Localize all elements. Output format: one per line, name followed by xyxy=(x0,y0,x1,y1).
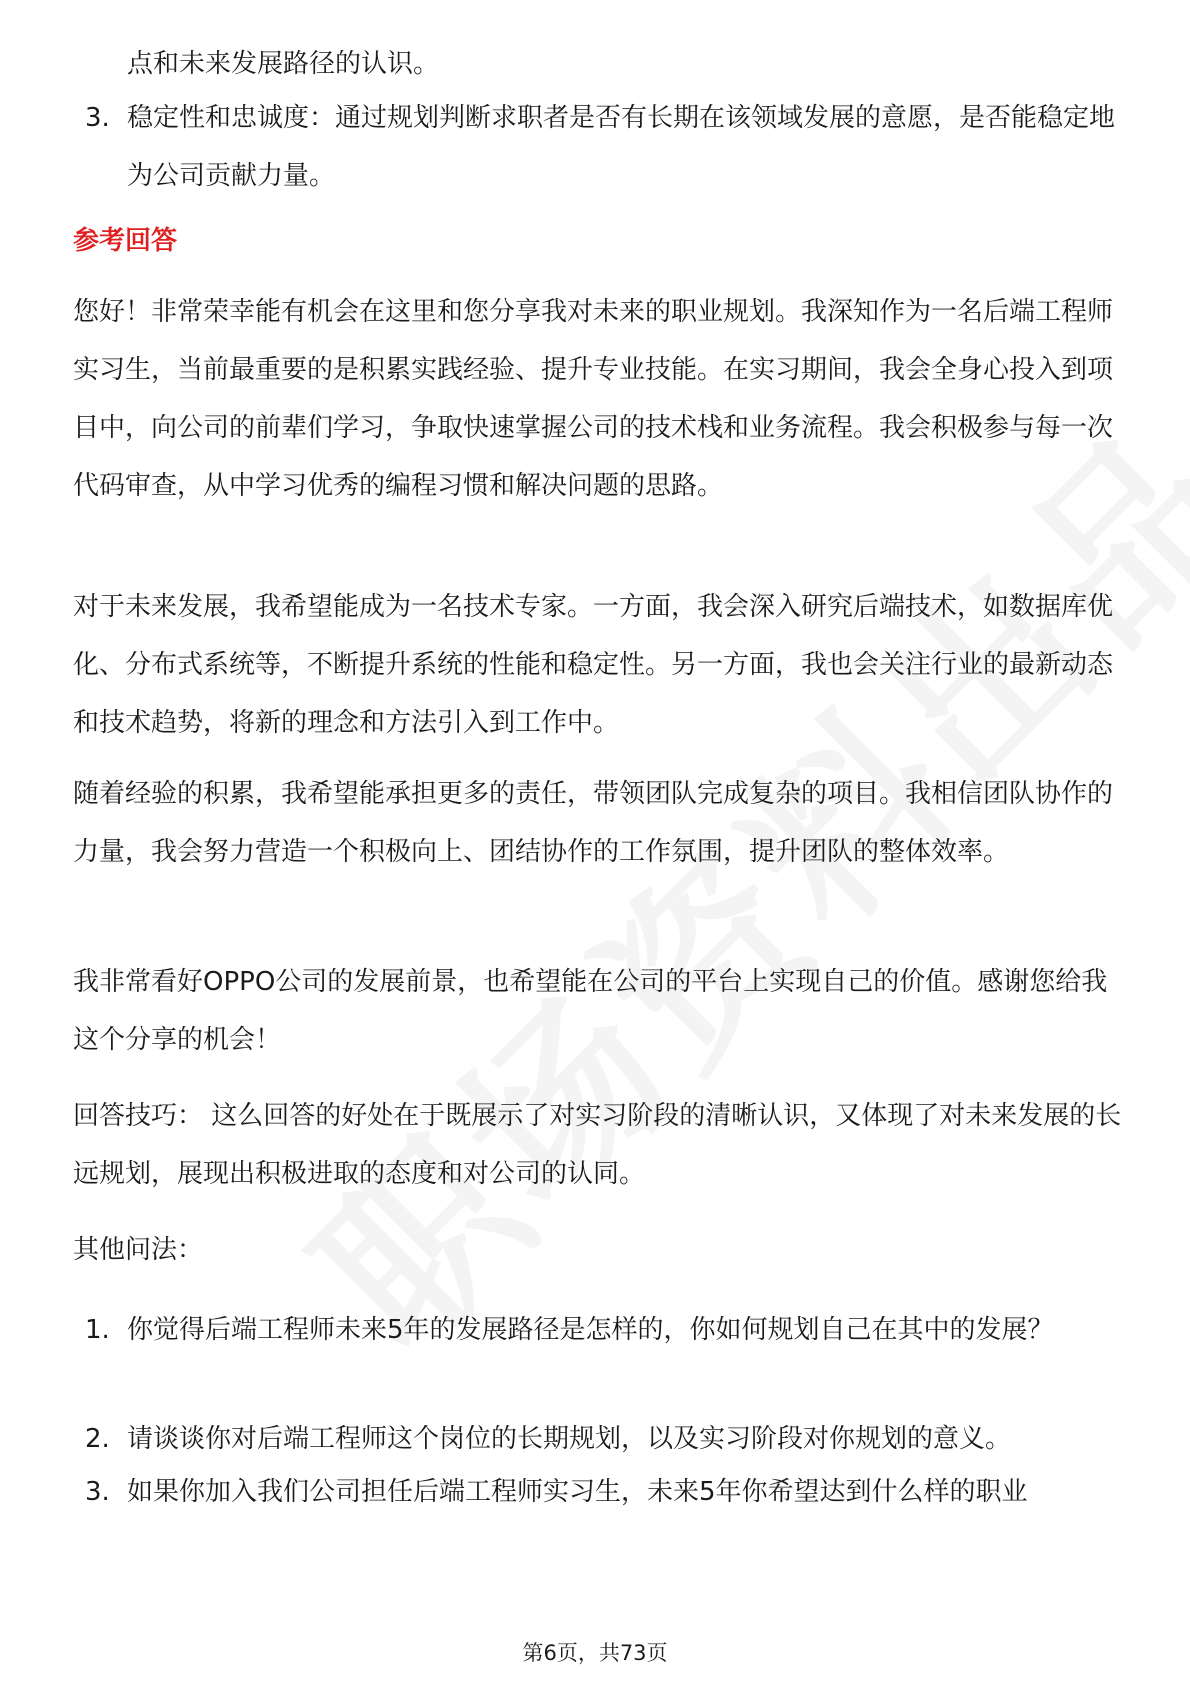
list-text: 如果你加入我们公司担任后端工程师实习生，未来5年你希望达到什么样的职业 xyxy=(127,1477,1028,1507)
list-text: 稳定性和忠诚度：通过规划判断求职者是否有长期在该领域发展的意愿，是否能稳定地为公司贡献力量。 xyxy=(127,103,1116,191)
answer-paragraph: 我非常看好OPPO公司的发展前景，也希望能在公司的平台上实现自己的价值。感谢您给我这个分享的机会！ xyxy=(73,967,1108,1055)
list-number: 2. xyxy=(85,1424,110,1454)
list-text: 你觉得后端工程师未来5年的发展路径是怎样的，你如何规划自己在其中的发展？ xyxy=(127,1315,1054,1345)
answer-paragraph: 随着经验的积累，我希望能承担更多的责任，带领团队完成复杂的项目。我相信团队协作的力量，我会努力营造一个积极向上、团结协作的工作氛围，提升团队的整体效率。 xyxy=(73,779,1114,867)
list-item-continuation: 点和未来发展路径的认识。 xyxy=(127,49,440,79)
reference-answer-heading: 参考回答 xyxy=(73,226,178,256)
answer-paragraph: 对于未来发展，我希望能成为一名技术专家。一方面，我会深入研究后端技术，如数据库优化、分布式系统等，不断提升系统的性能和稳定性。另一方面，我也会关注行业的最新动态和技术趋势，将新的理念和方法引入到工作中。 xyxy=(73,592,1114,738)
list-text: 请谈谈你对后端工程师这个岗位的长期规划，以及实习阶段对你规划的意义。 xyxy=(127,1424,1012,1454)
answer-paragraph: 您好！非常荣幸能有机会在这里和您分享我对未来的职业规划。我深知作为一名后端工程师实习生，当前最重要的是积累实践经验、提升专业技能。在实习期间，我会全身心投入到项目中，向公司的前辈们学习，争取快速掌握公司的技术栈和业务流程。我会积极参与每一次代码审查，从中学习优秀的编程习惯和解决问题的思路。 xyxy=(73,297,1114,501)
list-number: 3. xyxy=(85,103,110,133)
answer-tip: 回答技巧： 这么回答的好处在于既展示了对实习阶段的清晰认识，又体现了对未来发展的长远规划，展现出积极进取的态度和对公司的认同。 xyxy=(73,1101,1122,1189)
other-questions-heading: 其他问法： xyxy=(73,1235,204,1265)
page-footer: 第6页，共73页 xyxy=(522,1641,668,1665)
list-number: 3. xyxy=(85,1477,110,1507)
list-number: 1. xyxy=(85,1315,110,1345)
